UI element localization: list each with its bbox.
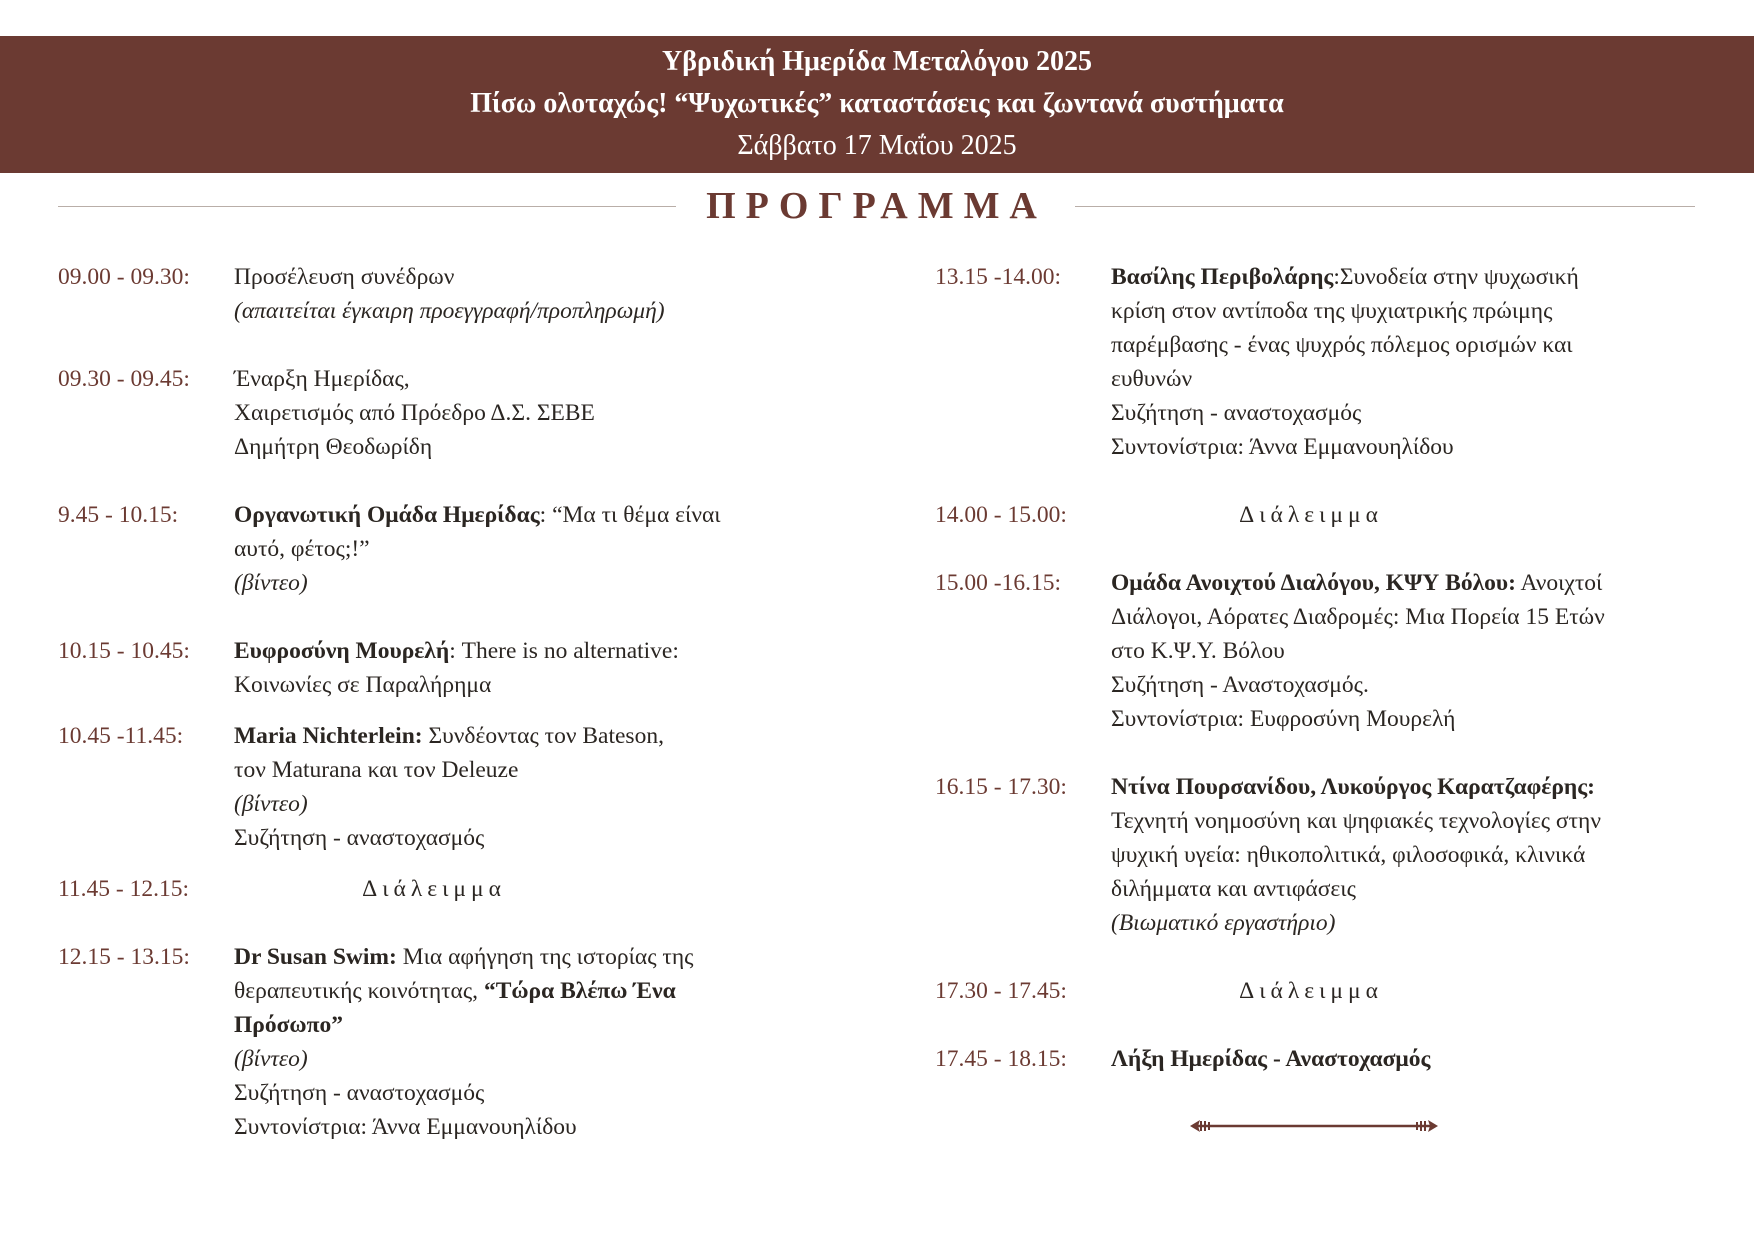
italic-text: (απαιτείται έγκαιρη προεγγραφή/προπληρωμή) — [234, 298, 665, 324]
entry-spacer — [58, 855, 818, 872]
entry-body — [234, 719, 818, 855]
header-banner — [0, 36, 1754, 173]
break-entry — [935, 974, 1695, 1008]
schedule-entry — [935, 260, 1695, 464]
entry-body — [1111, 770, 1695, 940]
bold-text: “Τώρα Βλέπω Ένα — [483, 978, 676, 1004]
line-text: Συντονίστρια: Ευφροσύνη Μουρελή — [1111, 706, 1456, 732]
entry-line — [234, 566, 818, 600]
line-text: Κοινωνίες σε Παραλήρημα — [234, 672, 492, 698]
entry-spacer — [935, 532, 1695, 566]
entry-line — [1111, 260, 1695, 294]
entry-line — [1111, 396, 1695, 430]
entry-line — [1111, 634, 1695, 668]
line-text: διλήμματα και αντιφάσεις — [1111, 876, 1356, 902]
entry-line — [234, 719, 818, 753]
line-text: Δημήτρη Θεοδωρίδη — [234, 434, 433, 460]
entry-line — [1111, 804, 1695, 838]
entry-time: 15.00 -16.15: — [935, 570, 1061, 596]
event-title: Υβριδική Ημερίδα Μεταλόγου 2025 — [661, 46, 1093, 77]
bold-text: Βασίλης Περιβολάρης — [1111, 264, 1334, 290]
line-text: Χαιρετισμός από Πρόεδρο Δ.Σ. ΣΕΒΕ — [234, 400, 595, 426]
entry-time: 17.45 - 18.15: — [935, 1046, 1067, 1072]
break-label: Διάλειμμα — [1239, 978, 1383, 1004]
schedule-entry — [935, 1042, 1695, 1076]
line-text: Έναρξη Ημερίδας, — [234, 366, 410, 392]
bold-text: Dr Susan Swim: — [234, 944, 397, 970]
entry-line — [234, 532, 818, 566]
entry-line — [234, 668, 818, 702]
italic-text: (βίντεο) — [234, 570, 308, 596]
entry-line — [1111, 838, 1695, 872]
program-title: ΠΡΟΓΡΑΜΜΑ — [706, 185, 1047, 227]
line-text: :Συνοδεία στην ψυχωσική — [1333, 264, 1579, 290]
bold-text: Ντίνα Πουρσανίδου, Λυκούργος Καρατζαφέρης: — [1111, 774, 1595, 800]
line-text: θεραπευτικής κοινότητας, — [234, 978, 484, 1004]
line-text: Συζήτηση - αναστοχασμός — [234, 825, 485, 851]
line-text: Συζήτηση - Αναστοχασμός. — [1111, 672, 1369, 698]
line-text: παρέμβασης - ένας ψυχρός πόλεμος ορισμών και — [1111, 332, 1573, 358]
break-label: Διάλειμμα — [1239, 502, 1383, 528]
line-text: αυτό, φέτος;!” — [234, 536, 370, 562]
entry-line — [234, 1008, 818, 1042]
break-entry — [58, 872, 818, 906]
event-date: Σάββατο 17 Μαΐου 2025 — [737, 130, 1017, 161]
entry-line — [1111, 702, 1695, 736]
entry-time: 14.00 - 15.00: — [935, 502, 1067, 528]
line-text: Συνδέοντας τον Bateson, — [422, 723, 664, 749]
schedule-entry — [58, 634, 818, 702]
entry-time: 09.30 - 09.45: — [58, 366, 190, 392]
schedule-entry — [58, 719, 818, 855]
line-text: Τεχνητή νοημοσύνη και ψηφιακές τεχνολογίες στην — [1111, 808, 1601, 834]
entry-time: 12.15 - 13.15: — [58, 944, 190, 970]
entry-body — [1111, 1042, 1695, 1076]
line-text: Μια αφήγηση της ιστορίας της — [396, 944, 694, 970]
line-text: Συζήτηση - αναστοχασμός — [1111, 400, 1362, 426]
schedule-entry — [58, 940, 818, 1144]
program-heading — [58, 182, 1695, 232]
entry-line — [234, 498, 818, 532]
line-text: Ανοιχτοί — [1515, 570, 1603, 596]
entry-line — [1111, 906, 1695, 940]
line-text: : There is no alternative: — [449, 638, 679, 664]
entry-line — [1111, 770, 1695, 804]
entry-time: 11.45 - 12.15: — [58, 876, 189, 902]
entry-spacer — [935, 736, 1695, 770]
entry-line — [234, 396, 818, 430]
entry-time: 10.15 - 10.45: — [58, 638, 190, 664]
entry-line — [234, 294, 818, 328]
entry-line — [234, 430, 818, 464]
bold-text: Ευφροσύνη Μουρελή — [234, 638, 450, 664]
bold-text: Maria Nichterlein: — [234, 723, 423, 749]
entry-line — [234, 260, 818, 294]
entry-spacer — [935, 464, 1695, 498]
entry-body — [1111, 260, 1695, 464]
entry-line — [234, 753, 818, 787]
entry-spacer — [58, 702, 818, 719]
entry-line — [1111, 328, 1695, 362]
line-text: Διάλογοι, Αόρατες Διαδρομές: Μια Πορεία 15 Ετών — [1111, 604, 1605, 630]
entry-spacer — [935, 1008, 1695, 1042]
entry-spacer — [58, 600, 818, 634]
entry-body — [234, 940, 818, 1144]
entry-body — [234, 260, 818, 328]
event-subtitle: Πίσω ολοταχώς! “Ψυχωτικές” καταστάσεις και ζωντανά συστήματα — [470, 88, 1284, 119]
entry-body — [234, 634, 818, 702]
entry-line — [234, 787, 818, 821]
entry-line — [1111, 430, 1695, 464]
line-text: : “Μα τι θέμα είναι — [539, 502, 721, 528]
break-entry — [935, 498, 1695, 532]
line-text: κρίση στον αντίποδα της ψυχιατρικής πρώιμης — [1111, 298, 1553, 324]
italic-text: (βίντεο) — [234, 1046, 308, 1072]
entry-spacer — [58, 328, 818, 362]
schedule-entry — [935, 770, 1695, 940]
entry-line — [234, 1076, 818, 1110]
entry-spacer — [58, 906, 818, 940]
entry-time: 10.45 -11.45: — [58, 723, 184, 749]
entry-line — [1111, 1042, 1695, 1076]
entry-spacer — [935, 940, 1695, 974]
entry-body — [1111, 566, 1695, 736]
entry-body — [234, 362, 818, 464]
entry-line — [234, 1110, 818, 1144]
line-text: ψυχική υγεία: ηθικοπολιτικά, φιλοσοφικά, κλινικά — [1111, 842, 1586, 868]
line-text: ευθυνών — [1111, 366, 1193, 392]
line-text: Συζήτηση - αναστοχασμός — [234, 1080, 485, 1106]
schedule-entry — [58, 260, 818, 328]
entry-line — [234, 821, 818, 855]
entry-spacer — [58, 464, 818, 498]
schedule-right-column — [935, 260, 1695, 1076]
entry-line — [234, 974, 818, 1008]
entry-time: 13.15 -14.00: — [935, 264, 1061, 290]
arrow-divider-icon — [1186, 1115, 1442, 1137]
entry-line — [1111, 600, 1695, 634]
entry-time: 16.15 - 17.30: — [935, 774, 1067, 800]
schedule-left-column — [58, 260, 818, 1144]
schedule-entry — [58, 362, 818, 464]
entry-time: 17.30 - 17.45: — [935, 978, 1067, 1004]
schedule-entry — [58, 498, 818, 600]
entry-line — [1111, 872, 1695, 906]
entry-line — [1111, 668, 1695, 702]
italic-text: (βίντεο) — [234, 791, 308, 817]
entry-line — [234, 940, 818, 974]
line-text: Προσέλευση συνέδρων — [234, 264, 455, 290]
entry-line — [234, 362, 818, 396]
heading-rule-right — [1075, 206, 1695, 207]
entry-line — [1111, 294, 1695, 328]
entry-line — [1111, 566, 1695, 600]
italic-text: (Βιωματικό εργαστήριο) — [1111, 910, 1336, 936]
line-text: Συντονίστρια: Άννα Εμμανουηλίδου — [1111, 434, 1454, 460]
entry-line — [234, 634, 818, 668]
bold-text: Ομάδα Ανοιχτού Διαλόγου, ΚΨΥ Βόλου: — [1111, 570, 1516, 596]
entry-body — [234, 498, 818, 600]
line-text: τον Maturana και τον Deleuze — [234, 757, 519, 783]
schedule-entry — [935, 566, 1695, 736]
entry-line — [1111, 362, 1695, 396]
entry-time: 9.45 - 10.15: — [58, 502, 179, 528]
line-text: Συντονίστρια: Άννα Εμμανουηλίδου — [234, 1114, 577, 1140]
entry-line — [234, 1042, 818, 1076]
break-label: Διάλειμμα — [362, 876, 506, 902]
entry-time: 09.00 - 09.30: — [58, 264, 190, 290]
bold-text: Οργανωτική Ομάδα Ημερίδας — [234, 502, 540, 528]
bold-text: Λήξη Ημερίδας - Αναστοχασμός — [1111, 1046, 1431, 1072]
bold-text: Πρόσωπο” — [234, 1012, 343, 1038]
line-text: στο Κ.Ψ.Υ. Βόλου — [1111, 638, 1285, 664]
